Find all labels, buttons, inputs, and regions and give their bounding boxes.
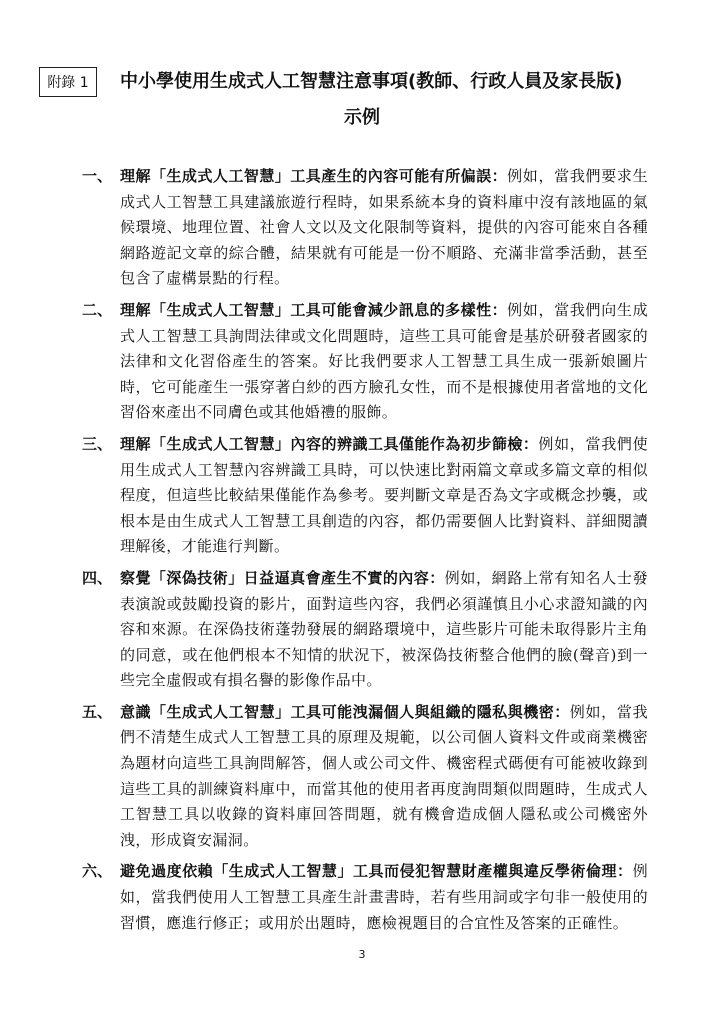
item-text (120, 700, 648, 854)
item-heading: 理解「生成式人工智慧」工具產生的內容可能有所偏誤： (120, 167, 508, 185)
document-title: 中小學使用生成式人工智慧注意事項(教師、行政人員及家長版) (120, 71, 623, 92)
guideline-item-4 (82, 566, 648, 694)
item-heading: 意識「生成式人工智慧」工具可能洩漏個人與組織的隱私與機密： (120, 702, 570, 721)
item-text (120, 432, 648, 560)
item-body: 例如，當我們不清楚生成式人工智慧工具的原理及規範，以公司個人資料文件或商業機密為題材向這些工具詢問解答，個人或公司文件、機密程式碼便有可能被收錄到這些工具的訓練資料庫中，而當其他的使用者再度詢問類似問題時，生成式人工智慧工具以收錄的資料庫回答問題，就有機會造成個人隱私或公司機密外洩，形成資安漏洞。 (120, 702, 648, 849)
item-body: 例如，當我們向生成式人工智慧工具詢問法律或文化問題時，這些工具可能會是基於研發者國家的法律和文化習俗產生的答案。好比我們要求人工智慧工具生成一張新娘圖片時，它可能產生一張穿著白紗的西方臉孔女性，而不是根據使用者當地的文化習俗來產出不同膚色或其他婚禮的服飾。 (120, 300, 648, 422)
item-number: 三、 (82, 434, 113, 453)
guideline-item-5 (82, 700, 648, 854)
item-body: 例如，當我們使用生成式人工智慧內容辨識工具時，可以快速比對兩篇文章或多篇文章的相似程度，但這些比較結果僅能作為參考。要判斷文章是否為文字或概念抄襲，或根本是由生成式人工智慧工具創造的內容，都仍需要個人比對資料、詳細閱讀理解後，才能進行判斷。 (120, 434, 648, 556)
item-heading: 理解「生成式人工智慧」工具可能會減少訊息的多樣性： (120, 300, 508, 319)
item-body: 例如，當我們使用人工智慧工具產生計畫書時，若有些用詞或字句非一般使用的習慣，應進行修正；或用於出題時，應檢視題目的合宜性及答案的正確性。 (120, 862, 648, 932)
page-number: 3 (358, 948, 366, 961)
item-heading: 避免過度依賴「生成式人工智慧」工具而侵犯智慧財產權與違反學術倫理： (120, 862, 633, 881)
item-text (120, 566, 648, 694)
item-text (120, 298, 648, 426)
item-body: 例如，當我們要求生成式人工智慧工具建議旅遊行程時，如果系統本身的資料庫中沒有該地區的氣候環境、地理位置、社會人文以及文化限制等資料，提供的內容可能來自各種網路遊記文章的綜合體，結果就有可能是一份不順路、充滿非當季活動，甚至包含了虛構景點的行程。 (120, 167, 648, 288)
item-number: 四、 (82, 568, 113, 587)
document-subtitle: 示例 (344, 107, 380, 128)
guideline-list (82, 164, 648, 942)
item-text (120, 164, 648, 292)
item-text (120, 859, 648, 936)
guideline-item-6 (82, 859, 648, 936)
guideline-item-3 (82, 432, 648, 560)
item-body: 例如，網路上常有知名人士發表演說或鼓勵投資的影片，面對這些內容，我們必須謹慎且小心求證知識的內容和來源。在深偽技術蓬勃發展的網路環境中，這些影片可能未取得影片主角的同意，或在他們根本不知情的狀況下，被深偽技術整合他們的臉(聲音)到一些完全虛假或有損名譽的影像作品中。 (120, 568, 648, 690)
item-number: 六、 (82, 862, 113, 881)
item-number: 二、 (82, 300, 113, 319)
item-heading: 察覺「深偽技術」日益逼真會產生不實的內容： (120, 568, 445, 587)
appendix-label: 附錄 1 (39, 67, 97, 97)
guideline-item-1 (82, 164, 648, 292)
item-heading: 理解「生成式人工智慧」內容的辨識工具僅能作為初步篩檢： (120, 434, 539, 453)
item-number: 一、 (82, 167, 113, 185)
item-number: 五、 (82, 702, 113, 721)
guideline-item-2 (82, 298, 648, 426)
